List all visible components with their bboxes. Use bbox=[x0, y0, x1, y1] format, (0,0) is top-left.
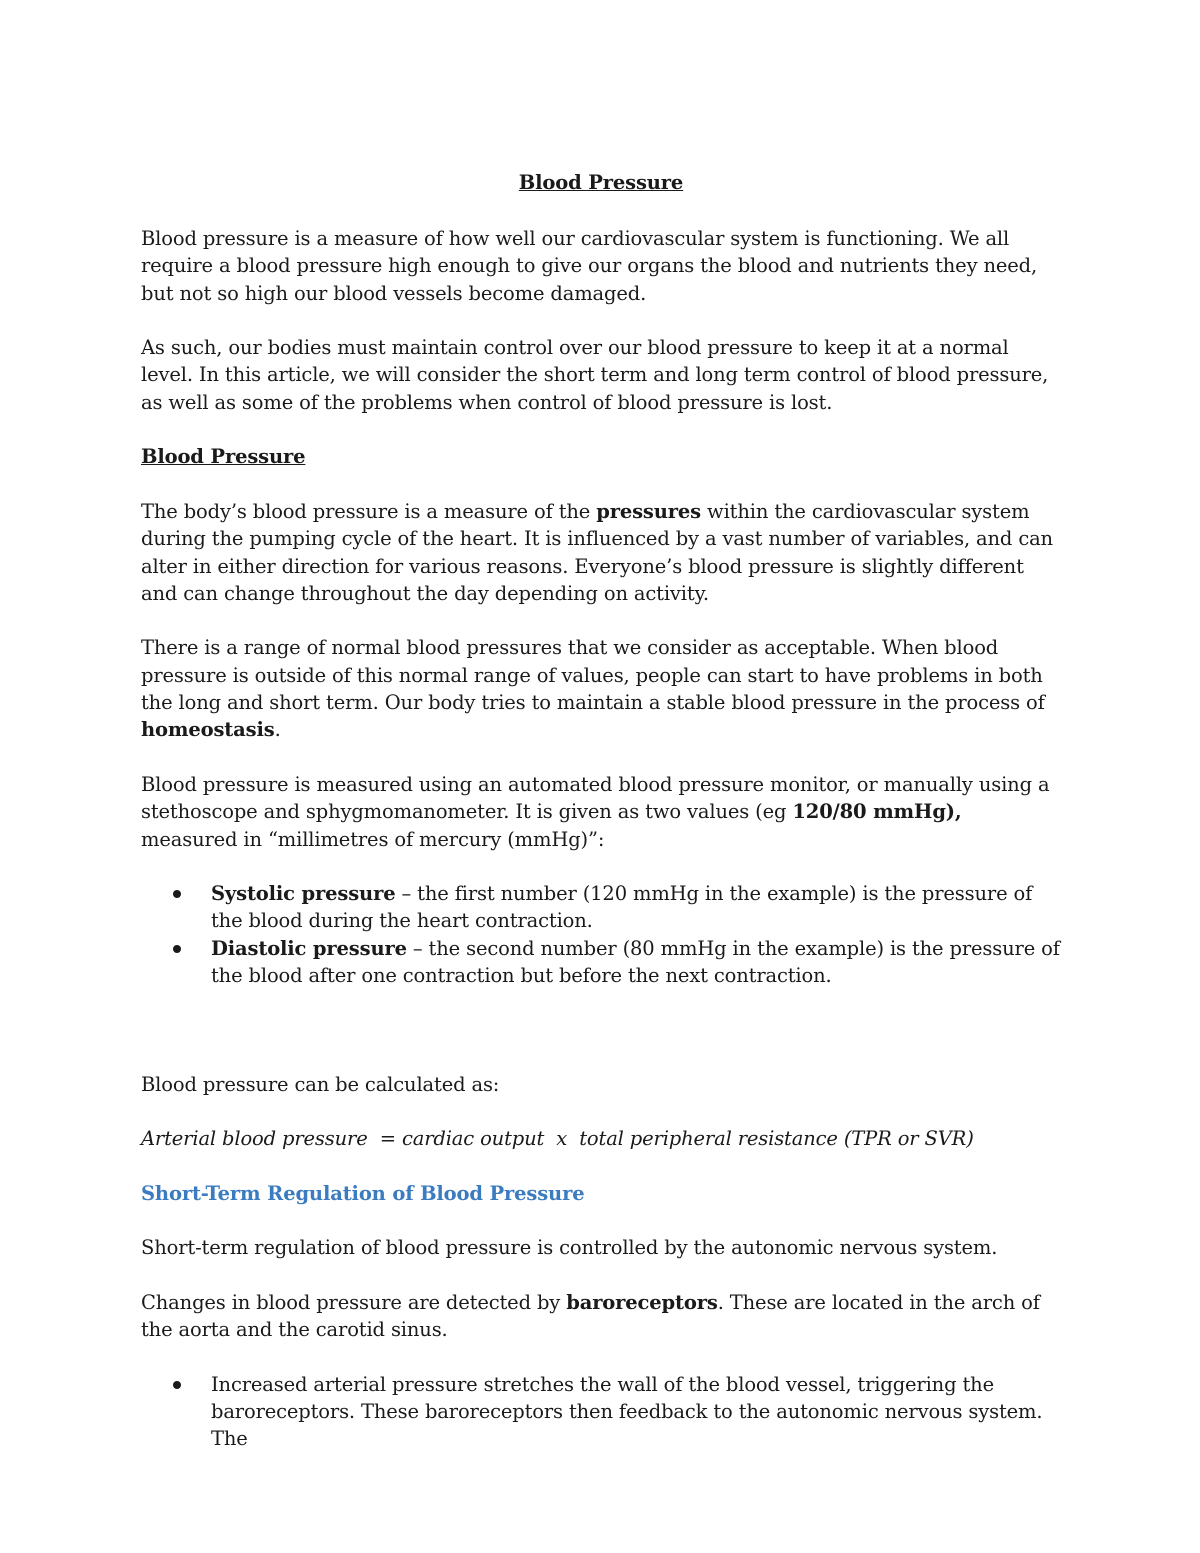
short-p2-text-b: . These are located in the arch of the aorta and the carotid sinus. bbox=[141, 1290, 1040, 1342]
bp-paragraph-3 bbox=[141, 771, 1061, 853]
short-term-paragraph-2 bbox=[141, 1289, 1061, 1344]
bp-p3-text-a: Blood pressure is measured using an automated blood pressure monitor, or manually using a stethoscope and sphygmomanometer. It is given as two values (eg bbox=[141, 772, 1050, 824]
intro-paragraph-2: As such, our bodies must maintain control over our blood pressure to keep it at a normal level. In this article, we will consider the short term and long term control of blood pressure, as well as some of the problems when control of blood pressure is lost. bbox=[141, 336, 1049, 414]
bullet-icon bbox=[173, 1381, 181, 1389]
bp-p2-bold-homeostasis: homeostasis bbox=[141, 718, 275, 742]
calc-intro: Blood pressure can be calculated as: bbox=[141, 1072, 500, 1096]
spacer bbox=[141, 1017, 1061, 1071]
pressure-list bbox=[141, 880, 1061, 989]
diastolic-text: – the second number (80 mmHg in the example) is the pressure of the blood after one contraction but before the next contraction. bbox=[211, 936, 1060, 988]
document-title: Blood Pressure bbox=[518, 171, 684, 194]
bp-p1-text-a: The body’s blood pressure is a measure of the bbox=[141, 499, 597, 523]
baroreceptor-list bbox=[141, 1371, 1061, 1453]
diastolic-term: Diastolic pressure bbox=[211, 936, 407, 960]
bp-p2-text-a: There is a range of normal blood pressures that we consider as acceptable. When blood pressure is outside of this normal range of values, people can start to have problems in both the long and short term. Our body tries to maintain a stable blood pressure in the process of bbox=[141, 636, 1045, 715]
systolic-text: – the first number (120 mmHg in the example) is the pressure of the blood during the heart contraction. bbox=[211, 882, 1033, 933]
bp-paragraph-2 bbox=[141, 634, 1061, 743]
bp-paragraph-1 bbox=[141, 498, 1061, 607]
list-item-increased-pressure bbox=[141, 1371, 1061, 1453]
document-page bbox=[141, 168, 1061, 1480]
intro-paragraph-1: Blood pressure is a measure of how well our cardiovascular system is functioning. We all require a blood pressure high enough to give our organs the blood and nutrients they need, but not so high our blood vessels become damaged. bbox=[141, 227, 1038, 305]
bp-p3-bold-value: 120/80 mmHg), bbox=[792, 800, 962, 824]
bp-formula: Arterial blood pressure = cardiac output x total peripheral resistance (TPR or SVR) bbox=[141, 1127, 974, 1151]
list-item-diastolic bbox=[141, 935, 1061, 990]
bullet-icon bbox=[173, 945, 181, 953]
increased-pressure-text: Increased arterial pressure stretches the wall of the blood vessel, triggering the baroreceptors. These baroreceptors then feedback to the autonomic nervous system. The bbox=[211, 1372, 1043, 1451]
subheading-blood-pressure: Blood Pressure bbox=[141, 445, 306, 469]
bp-p1-text-b: within the cardiovascular system during the pumping cycle of the heart. It is influenced by a vast number of variables, and can alter in either direction for various reasons. Everyone’s blood pressure is slightly different and can change throughout the day depending on activity. bbox=[141, 499, 1053, 605]
short-p2-bold-baroreceptors: baroreceptors bbox=[566, 1290, 718, 1314]
short-term-paragraph-1: Short-term regulation of blood pressure is controlled by the autonomic nervous system. bbox=[141, 1236, 998, 1260]
bp-p1-bold-pressures: pressures bbox=[596, 499, 701, 523]
bp-p3-text-b: measured in “millimetres of mercury (mmHg)”: bbox=[141, 827, 605, 851]
list-item-systolic bbox=[141, 880, 1061, 935]
systolic-term: Systolic pressure bbox=[211, 882, 396, 906]
bp-p2-text-b: . bbox=[274, 718, 281, 742]
section-heading-short-term: Short-Term Regulation of Blood Pressure bbox=[141, 1181, 585, 1205]
short-p2-text-a: Changes in blood pressure are detected by bbox=[141, 1290, 567, 1314]
bullet-icon bbox=[173, 890, 181, 898]
